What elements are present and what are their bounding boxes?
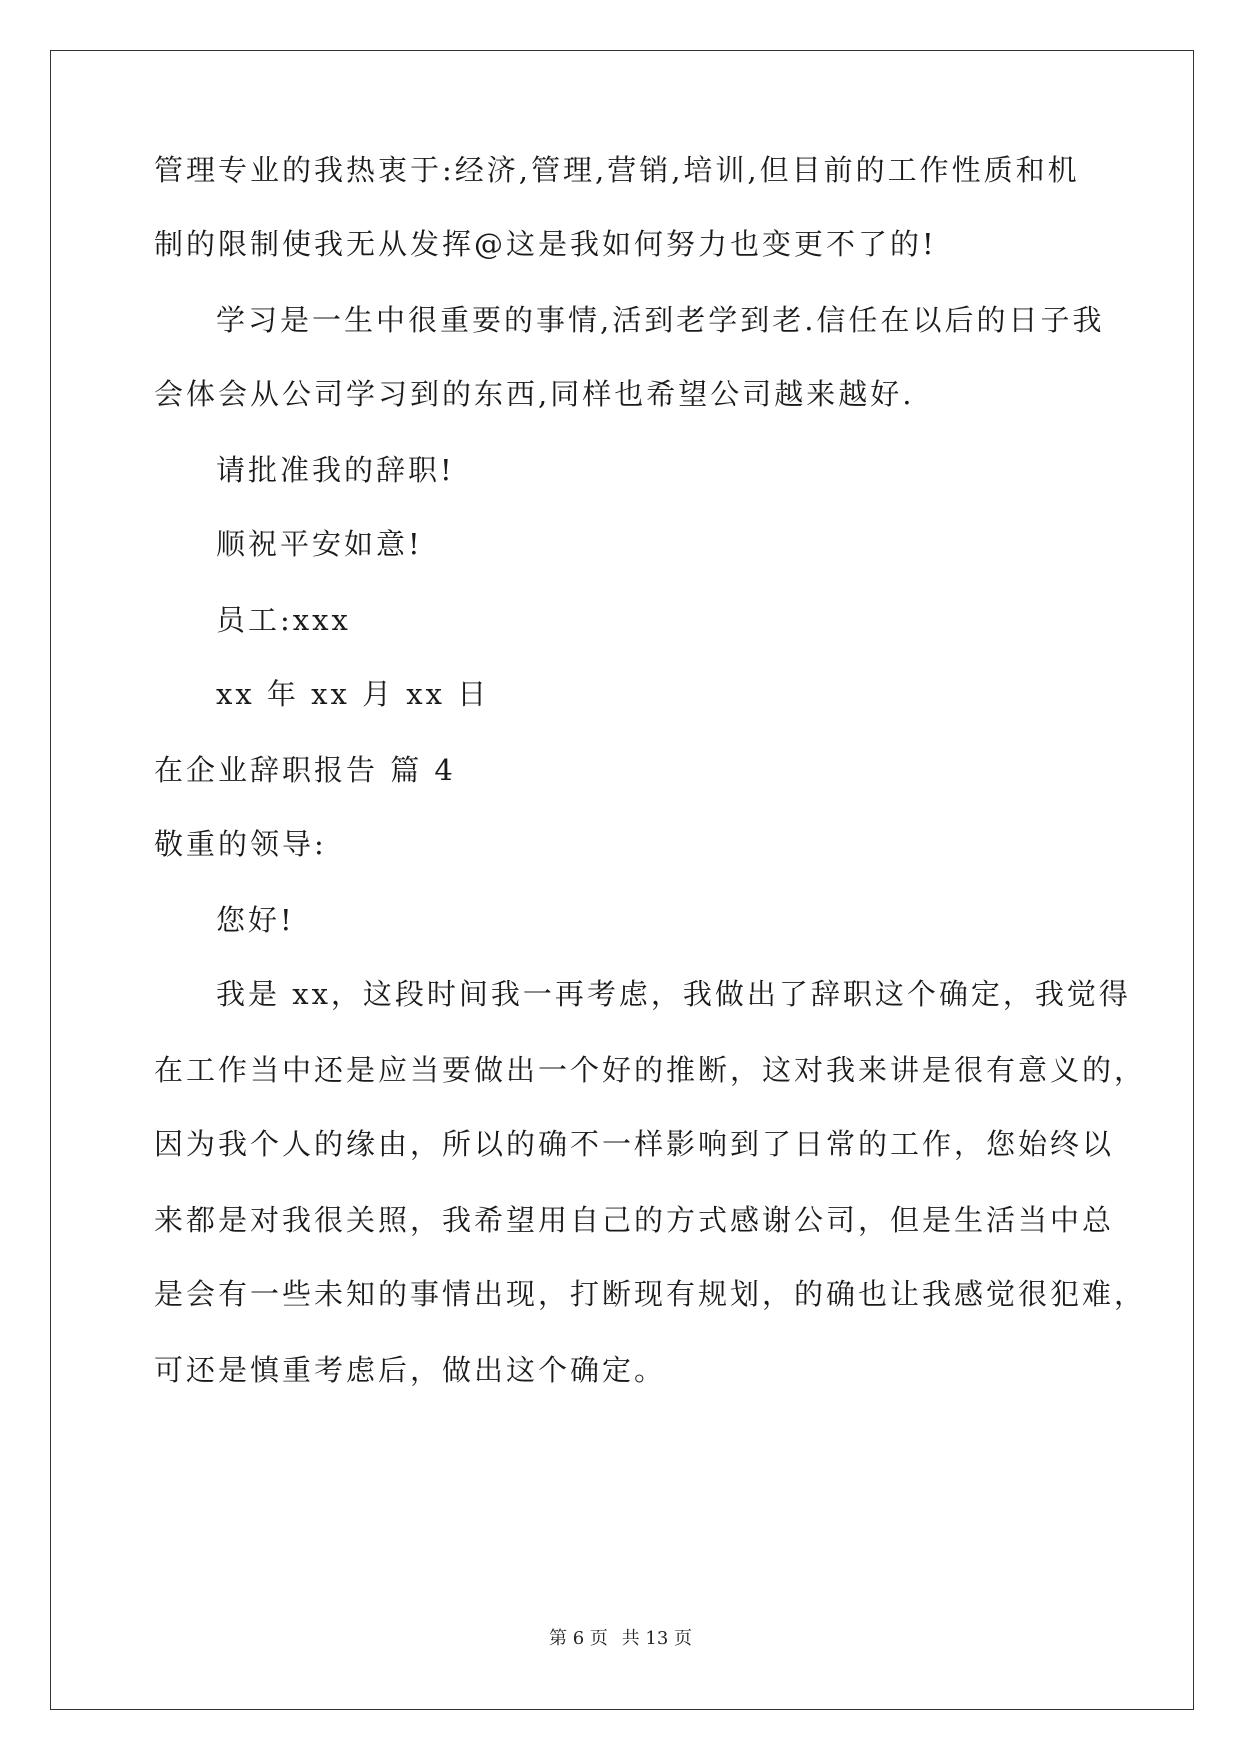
signature-date: xx 年 xx 月 xx 日 bbox=[216, 677, 490, 711]
body-line: 制的限制使我无从发挥@这是我如何努力也变更不了的! bbox=[154, 227, 937, 261]
body-line: 请批准我的辞职! bbox=[216, 453, 455, 487]
body-line: 在工作当中还是应当要做出一个好的推断，这对我来讲是很有意义的， bbox=[154, 1053, 1147, 1087]
body-line: 学习是一生中很重要的事情,活到老学到老.信任在以后的日子我 bbox=[216, 303, 1105, 337]
body-line: 可还是慎重考虑后，做出这个确定。 bbox=[154, 1353, 667, 1387]
greeting: 您好! bbox=[216, 903, 295, 937]
body-line: 顺祝平安如意! bbox=[216, 527, 423, 561]
page-footer bbox=[0, 1628, 1241, 1650]
body-line: 会体会从公司学习到的东西,同样也希望公司越来越好. bbox=[154, 377, 915, 411]
body-line: 因为我个人的缘由，所以的确不一样影响到了日常的工作，您始终以 bbox=[154, 1127, 1115, 1161]
salutation: 敬重的领导: bbox=[154, 827, 327, 861]
signature-employee: 员工:xxx bbox=[216, 603, 351, 637]
section-heading: 在企业辞职报告 篇 4 bbox=[154, 753, 456, 787]
body-line: 我是 xx，这段时间我一再考虑，我做出了辞职这个确定，我觉得 bbox=[216, 977, 1131, 1011]
page-total: 共 13 页 bbox=[621, 1628, 692, 1649]
page-number: 第 6 页 bbox=[549, 1628, 608, 1649]
body-line: 来都是对我很关照，我希望用自己的方式感谢公司，但是生活当中总 bbox=[154, 1203, 1115, 1237]
body-line: 管理专业的我热衷于:经济,管理,营销,培训,但目前的工作性质和机 bbox=[154, 153, 1080, 187]
page-border bbox=[50, 50, 1194, 1710]
body-line: 是会有一些未知的事情出现，打断现有规划，的确也让我感觉很犯难， bbox=[154, 1277, 1147, 1311]
